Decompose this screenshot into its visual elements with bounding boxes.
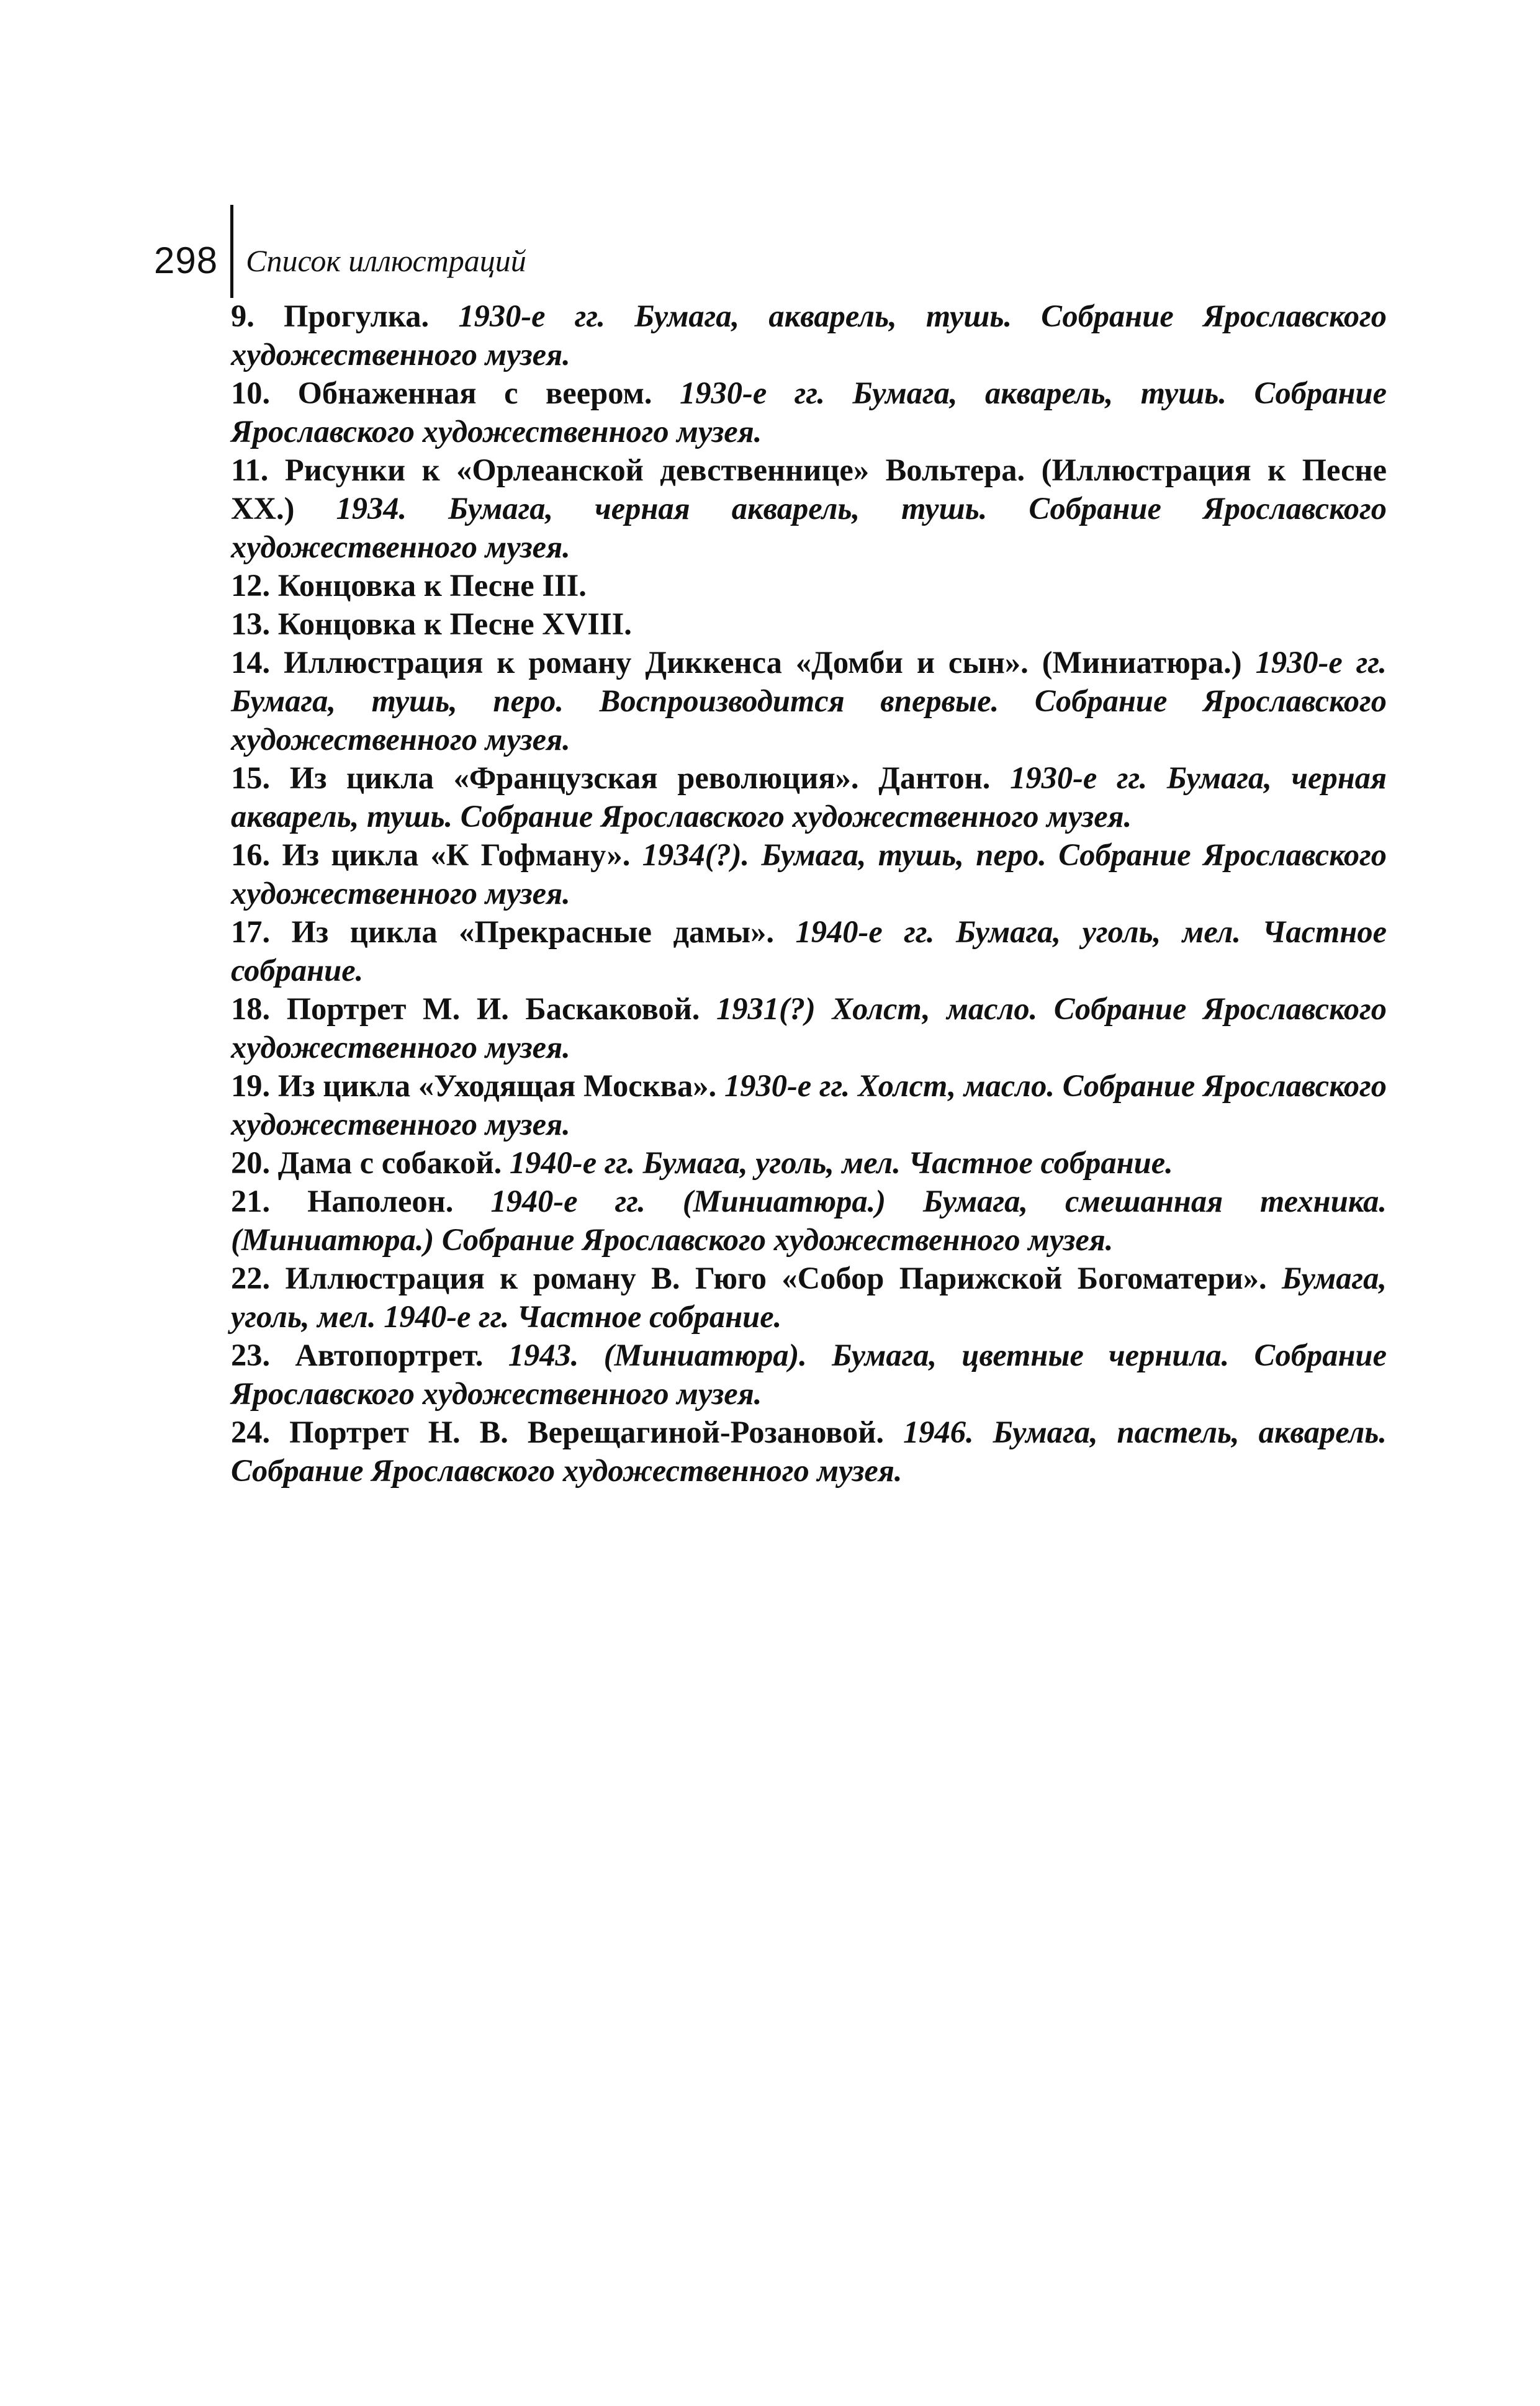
running-head — [154, 205, 526, 298]
page-number: 298 — [154, 240, 218, 281]
list-item: 14. Иллюстрация к роману Диккенса «Домби и сын». (Миниатюра.) 1930-е гг. Бумага, тушь, перо. Воспроизводится впервые. Собрание Ярославского художественного музея. — [231, 645, 1387, 757]
list-item: 18. Портрет М. И. Баскаковой. 1931(?) Холст, масло. Собрание Ярославского художественного музея. — [231, 991, 1387, 1065]
list-item: 12. Концовка к Песне III. — [231, 568, 587, 603]
list-item: 21. Наполеон. 1940-е гг. (Миниатюра.) Бумага, смешанная техника. (Миниатюра.) Собрание Ярославского художественного музея. — [231, 1184, 1387, 1257]
list-item: 20. Дама с собакой. 1940-е гг. Бумага, уголь, мел. Частное собрание. — [231, 1145, 1173, 1180]
list-item: 17. Из цикла «Прекрасные дамы». 1940-е гг. Бумага, уголь, мел. Частное собрание. — [231, 914, 1387, 988]
list-item: 22. Иллюстрация к роману В. Гюго «Собор Парижской Богоматери». Бумага, уголь, мел. 1940-е гг. Частное собрание. — [231, 1261, 1387, 1334]
list-item: 24. Портрет Н. В. Верещагиной-Розановой. 1946. Бумага, пастель, акварель. Собрание Ярославского художественного музея. — [231, 1415, 1387, 1488]
running-title: Список иллюстраций — [246, 243, 526, 278]
list-item: 19. Из цикла «Уходящая Москва». 1930-е гг. Холст, масло. Собрание Ярославского художественного музея. — [231, 1068, 1387, 1142]
list-item: 9. Прогулка. 1930-е гг. Бумага, акварель, тушь. Собрание Ярославского художественного музея. — [231, 299, 1387, 372]
list-item: 23. Автопортрет. 1943. (Миниатюра). Бумага, цветные чернила. Собрание Ярославского художественного музея. — [231, 1338, 1387, 1411]
list-item: 11. Рисунки к «Орлеанской девственнице» Вольтера. (Иллюстрация к Песне XX.) 1934. Бумага, черная акварель, тушь. Собрание Ярославского художественного музея. — [231, 453, 1387, 564]
list-item: 10. Обнаженная с веером. 1930-е гг. Бумага, акварель, тушь. Собрание Ярославского художественного музея. — [231, 376, 1387, 449]
list-item: 13. Концовка к Песне XVIII. — [231, 606, 632, 641]
list-item: 16. Из цикла «К Гофману». 1934(?). Бумага, тушь, перо. Собрание Ярославского художественного музея. — [231, 837, 1387, 911]
illustration-list — [231, 297, 1387, 1490]
list-item: 15. Из цикла «Французская революция». Дантон. 1930-е гг. Бумага, черная акварель, тушь. Собрание Ярославского художественного музея. — [231, 760, 1387, 834]
